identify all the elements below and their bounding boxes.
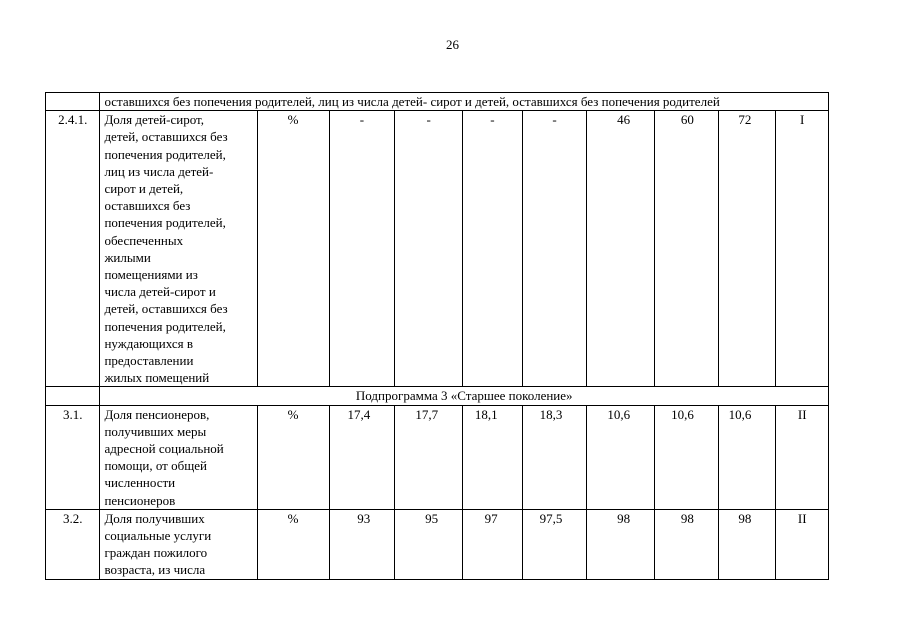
indicator-name-line: числа детей-сирот и (104, 284, 216, 300)
indicator-name-line: попечения родителей, (104, 215, 226, 231)
indicator-name-line: нуждающихся в (104, 335, 194, 351)
table-row (46, 111, 829, 387)
indicator-name-line: численности (104, 475, 176, 491)
table-cell-empty (46, 387, 100, 405)
indicator-name (100, 509, 257, 579)
continuation-text: оставшихся без попечения родителей, лиц из числа детей- сирот и детей, оставшихся без попечения родителей (100, 93, 829, 111)
indicator-name-line: граждан пожилого (104, 545, 208, 561)
indicator-name-line: получивших меры (104, 423, 207, 439)
value-cell: 10,6 (587, 405, 655, 509)
value-cell: - (395, 111, 463, 387)
indicator-name-line: сирот и детей, (104, 181, 184, 197)
subprogram-title: Подпрограмма 3 «Старшее поколение» (100, 387, 829, 405)
value-cell: 60 (655, 111, 719, 387)
indicator-name-line: Доля пенсионеров, (104, 406, 210, 422)
indicator-name-line: попечения родителей, (104, 318, 226, 334)
indicator-name-line: детей, оставшихся без (104, 301, 228, 317)
value-cell: 95 (395, 509, 463, 579)
indicator-name-line: попечения родителей, (104, 146, 226, 162)
value-cell: 98 (655, 509, 719, 579)
value-cell: - (463, 111, 523, 387)
indicator-name-line: помощи, от общей (104, 458, 207, 474)
value-cell: 97,5 (522, 509, 587, 579)
indicator-name-line: жилыми (104, 249, 151, 265)
table-row-continuation (46, 93, 829, 111)
category-cell: II (776, 405, 829, 509)
value-cell: 17,4 (329, 405, 395, 509)
indicator-name-line: адресной социальной (104, 441, 224, 457)
value-cell: 97 (463, 509, 523, 579)
table-row (46, 509, 829, 579)
value-cell: 98 (718, 509, 776, 579)
indicator-name-line: социальные услуги (104, 528, 212, 544)
row-number: 3.1. (46, 405, 100, 509)
value-cell: 93 (329, 509, 395, 579)
indicator-name-line: Доля детей-сирот, (104, 112, 204, 128)
value-cell: 46 (587, 111, 655, 387)
category-cell: I (776, 111, 829, 387)
indicator-name-line: предоставлении (104, 353, 194, 369)
indicator-name-line: помещениями из (104, 267, 198, 283)
unit-cell: % (257, 509, 329, 579)
indicators-table (45, 92, 829, 580)
indicator-name-line: детей, оставшихся без (104, 129, 228, 145)
value-cell: 98 (587, 509, 655, 579)
row-number: 3.2. (46, 509, 100, 579)
value-cell: 18,1 (463, 405, 523, 509)
unit-cell: % (257, 111, 329, 387)
indicator-name-line: обеспеченных (104, 232, 184, 248)
value-cell: 10,6 (718, 405, 776, 509)
category-cell: II (776, 509, 829, 579)
indicator-name-line: Доля получивших (104, 510, 205, 526)
table-row (46, 405, 829, 509)
value-cell: 17,7 (395, 405, 463, 509)
indicator-name-line: пенсионеров (104, 492, 176, 508)
row-number: 2.4.1. (46, 111, 100, 387)
value-cell: - (329, 111, 395, 387)
indicator-name (100, 111, 257, 387)
page-number: 26 (446, 37, 459, 52)
unit-cell: % (257, 405, 329, 509)
value-cell: - (522, 111, 587, 387)
indicator-name (100, 405, 257, 509)
indicator-name-line: оставшихся без (104, 198, 191, 214)
table-row-subprogram (46, 387, 829, 405)
indicator-name-line: возраста, из числа (104, 562, 206, 578)
indicator-name-line: жилых помещений (104, 370, 210, 386)
value-cell: 10,6 (655, 405, 719, 509)
value-cell: 18,3 (522, 405, 587, 509)
table-cell-empty (46, 93, 100, 111)
indicator-name-line: лиц из числа детей- (104, 163, 214, 179)
value-cell: 72 (718, 111, 776, 387)
